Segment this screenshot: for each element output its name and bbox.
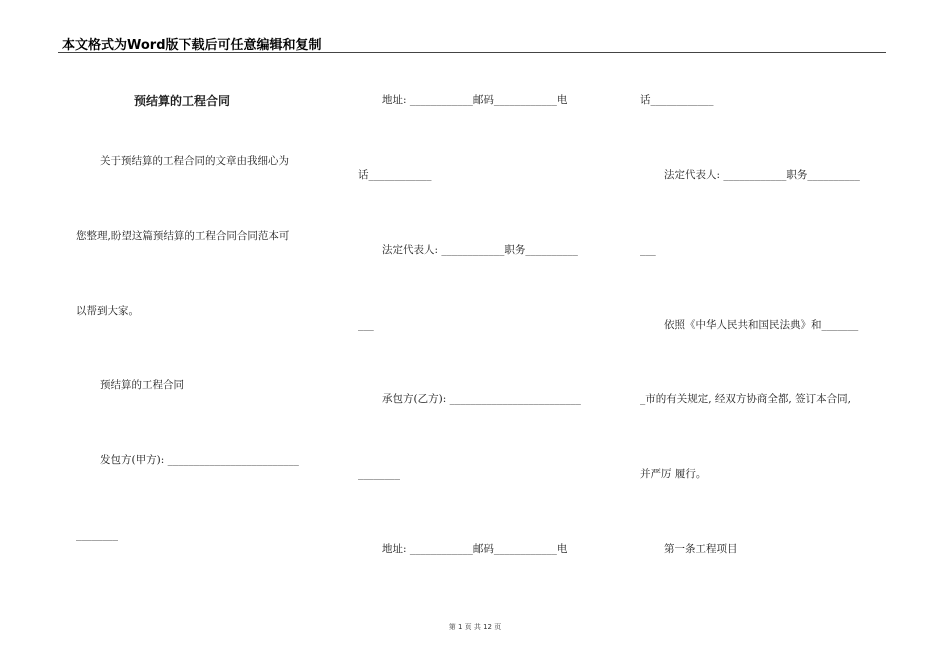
document-title: 预结算的工程合同 [134,94,231,108]
section-heading: 预结算的工程合同 [100,379,184,391]
blank-line: ________ [76,529,118,541]
text-line: 您整理,盼望这篇预结算的工程合同合同范本可 [76,230,290,242]
party-a-line: 发包方(甲方): _________________________ [100,454,299,466]
column-2 [358,0,608,672]
column-3 [640,0,890,672]
text-line: 并严厉 履行。 [640,468,707,480]
column-1 [76,0,326,672]
phone-line: 话____________ [358,169,432,181]
address-line: 地址: ____________邮码____________电 [382,94,568,106]
text-line: 以帮到大家。 [76,305,139,317]
legal-basis-line: 依照《中华人民共和国民法典》和_______ [664,319,859,331]
page-number: 第 1 页 共 12 页 [448,623,502,631]
blank-line: ___ [640,244,656,256]
article-heading: 第一条工程项目 [664,543,738,555]
legal-rep-line: 法定代表人: ____________职务__________ [664,169,860,181]
text-line: _市的有关规定, 经双方协商全都, 签订本合同, [640,393,851,405]
phone-line: 话____________ [640,94,714,106]
blank-line: ___ [358,319,374,331]
party-b-line: 承包方(乙方): _________________________ [382,393,581,405]
page-header-title: 本文格式为Word版下载后可任意编辑和复制 [62,38,322,53]
address-line: 地址: ____________邮码____________电 [382,543,568,555]
text-line: 关于预结算的工程合同的文章由我细心为 [100,155,289,167]
legal-rep-line: 法定代表人: ____________职务__________ [382,244,578,256]
blank-line: ________ [358,468,400,480]
